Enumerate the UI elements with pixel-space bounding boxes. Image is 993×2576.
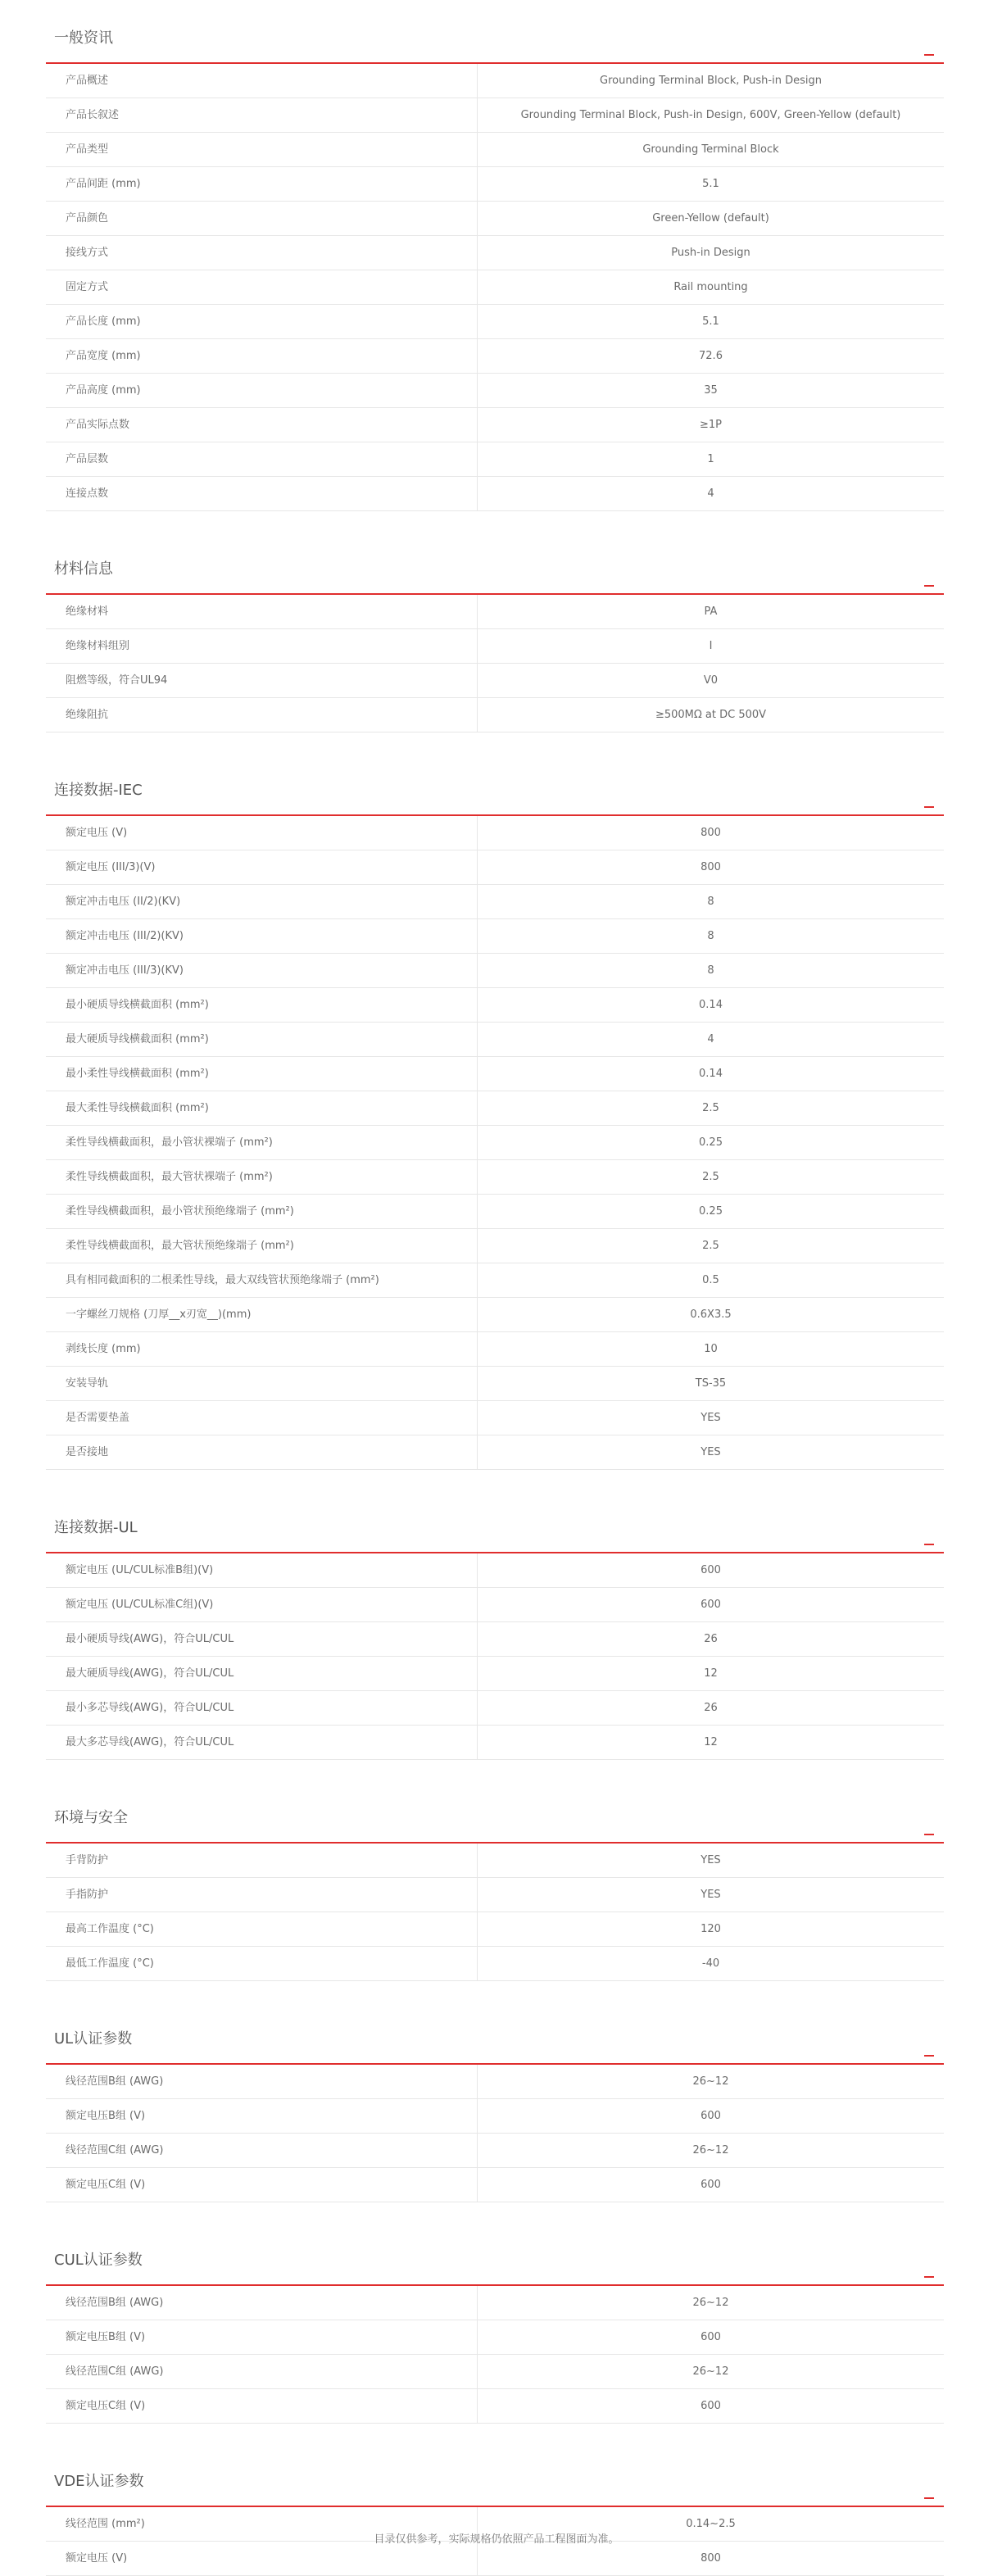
spec-label: 线径范围 (mm²) bbox=[66, 2518, 145, 2530]
spec-value: 26~12 bbox=[477, 2134, 944, 2167]
spec-value: V0 bbox=[477, 664, 944, 697]
spec-label: 连接点数 bbox=[66, 488, 109, 500]
table-row bbox=[46, 850, 944, 885]
spec-label: 剥线长度 (mm) bbox=[66, 1343, 141, 1355]
spec-label: 产品高度 (mm) bbox=[66, 384, 141, 397]
table-row bbox=[46, 1298, 944, 1332]
spec-label: 额定电压B组 (V) bbox=[66, 2110, 146, 2122]
spec-label: 一字螺丝刀规格 (刀厚__x刃宽__)(mm) bbox=[66, 1308, 252, 1321]
section-header[interactable] bbox=[46, 549, 944, 595]
section-spacer bbox=[46, 1760, 944, 1798]
spec-label: 具有相同截面积的二根柔性导线，最大双线管状预绝缘端子 (mm²) bbox=[66, 1274, 379, 1286]
spec-value: 0.25 bbox=[477, 1126, 944, 1159]
table-row bbox=[46, 1588, 944, 1622]
section-title: 环境与安全 bbox=[54, 1809, 128, 1826]
spec-label: 产品层数 bbox=[66, 453, 109, 465]
table-row bbox=[46, 1878, 944, 1912]
spec-value: 0.6X3.5 bbox=[477, 1298, 944, 1331]
spec-value: 600 bbox=[477, 2099, 944, 2133]
section-spacer bbox=[46, 2424, 944, 2461]
section-header[interactable] bbox=[46, 2240, 944, 2286]
spec-value: 2.5 bbox=[477, 1160, 944, 1194]
table-row bbox=[46, 167, 944, 202]
table-row bbox=[46, 408, 944, 442]
spec-value: 0.14 bbox=[477, 988, 944, 1022]
table-row bbox=[46, 1947, 944, 1981]
spec-value: YES bbox=[477, 1401, 944, 1435]
spec-label: 产品颜色 bbox=[66, 212, 109, 224]
spec-section bbox=[46, 2461, 944, 2576]
table-row bbox=[46, 236, 944, 270]
spec-label: 手背防护 bbox=[66, 1854, 109, 1866]
table-row bbox=[46, 2542, 944, 2576]
spec-label: 是否需要垫盖 bbox=[66, 1412, 130, 1424]
table-row bbox=[46, 270, 944, 305]
spec-label: 额定电压 (III/3)(V) bbox=[66, 861, 156, 873]
table-row bbox=[46, 2168, 944, 2202]
spec-label: 产品间距 (mm) bbox=[66, 178, 141, 190]
minus-icon[interactable] bbox=[924, 46, 934, 57]
spec-label: 线径范围C组 (AWG) bbox=[66, 2365, 164, 2378]
spec-label: 最大硬质导线(AWG)，符合UL/CUL bbox=[66, 1667, 234, 1680]
spec-section bbox=[46, 2019, 944, 2240]
section-spacer bbox=[46, 1981, 944, 2019]
table-row bbox=[46, 885, 944, 919]
spec-value: YES bbox=[477, 1878, 944, 1912]
spec-value: 72.6 bbox=[477, 339, 944, 373]
spec-label: 最小硬质导线(AWG)，符合UL/CUL bbox=[66, 1633, 234, 1645]
table-row bbox=[46, 1553, 944, 1588]
spec-section bbox=[46, 549, 944, 770]
spec-value: Grounding Terminal Block bbox=[477, 133, 944, 166]
spec-label: 柔性导线横截面积，最小管状裸端子 (mm²) bbox=[66, 1136, 273, 1149]
spec-value: 4 bbox=[477, 477, 944, 510]
spec-value: 5.1 bbox=[477, 305, 944, 338]
spec-label: 阻燃等级，符合UL94 bbox=[66, 674, 168, 687]
section-spacer bbox=[46, 732, 944, 770]
spec-table bbox=[46, 2065, 944, 2202]
spec-value: 2.5 bbox=[477, 1091, 944, 1125]
spec-value: 120 bbox=[477, 1912, 944, 1946]
spec-value: 26~12 bbox=[477, 2065, 944, 2098]
spec-value: 600 bbox=[477, 2389, 944, 2423]
table-row bbox=[46, 1844, 944, 1878]
spec-value: YES bbox=[477, 1435, 944, 1469]
table-row bbox=[46, 64, 944, 98]
spec-label: 产品类型 bbox=[66, 143, 109, 156]
table-row bbox=[46, 1195, 944, 1229]
table-row bbox=[46, 1912, 944, 1947]
spec-value: 4 bbox=[477, 1023, 944, 1056]
table-row bbox=[46, 442, 944, 477]
spec-table bbox=[46, 2286, 944, 2424]
spec-label: 是否接地 bbox=[66, 1446, 109, 1458]
spec-value: 600 bbox=[477, 1588, 944, 1621]
spec-value: -40 bbox=[477, 1947, 944, 1980]
spec-value: 8 bbox=[477, 919, 944, 953]
section-spacer bbox=[46, 2202, 944, 2240]
spec-label: 柔性导线横截面积，最大管状裸端子 (mm²) bbox=[66, 1171, 273, 1183]
table-row bbox=[46, 1657, 944, 1691]
table-row bbox=[46, 2099, 944, 2134]
table-row bbox=[46, 1023, 944, 1057]
spec-label: 额定电压 (UL/CUL标准B组)(V) bbox=[66, 1564, 214, 1576]
spec-label: 最大多芯导线(AWG)，符合UL/CUL bbox=[66, 1736, 234, 1748]
spec-page bbox=[46, 18, 944, 2576]
spec-label: 安装导轨 bbox=[66, 1377, 109, 1390]
spec-value: 2.5 bbox=[477, 1229, 944, 1263]
table-row bbox=[46, 1622, 944, 1657]
spec-label: 线径范围B组 (AWG) bbox=[66, 2075, 164, 2088]
table-row bbox=[46, 1401, 944, 1435]
footer-note: 目录仅供参考，实际规格仍依照产品工程图面为准。 bbox=[374, 2533, 619, 2546]
table-row bbox=[46, 98, 944, 133]
spec-value: Grounding Terminal Block, Push-in Design bbox=[477, 64, 944, 98]
table-row bbox=[46, 2134, 944, 2168]
section-spacer bbox=[46, 511, 944, 549]
spec-value: 8 bbox=[477, 954, 944, 987]
table-row bbox=[46, 2355, 944, 2389]
table-row bbox=[46, 1160, 944, 1195]
section-spacer bbox=[46, 1470, 944, 1508]
minus-icon[interactable] bbox=[924, 2268, 934, 2279]
table-row bbox=[46, 1726, 944, 1760]
spec-label: 额定电压C组 (V) bbox=[66, 2400, 146, 2412]
spec-label: 最小多芯导线(AWG)，符合UL/CUL bbox=[66, 1702, 234, 1714]
spec-label: 额定冲击电压 (II/2)(KV) bbox=[66, 896, 181, 908]
table-row bbox=[46, 339, 944, 374]
spec-table bbox=[46, 816, 944, 1470]
section-title: 一般资讯 bbox=[54, 29, 113, 47]
spec-value: 26~12 bbox=[477, 2355, 944, 2388]
table-row bbox=[46, 477, 944, 511]
spec-label: 额定电压 (V) bbox=[66, 827, 128, 839]
table-row bbox=[46, 1367, 944, 1401]
spec-value: 12 bbox=[477, 1657, 944, 1690]
spec-value: 1 bbox=[477, 442, 944, 476]
table-row bbox=[46, 954, 944, 988]
spec-value: 600 bbox=[477, 1553, 944, 1587]
spec-value: 12 bbox=[477, 1726, 944, 1759]
spec-label: 额定电压C组 (V) bbox=[66, 2179, 146, 2191]
spec-value: 800 bbox=[477, 2542, 944, 2575]
table-row bbox=[46, 919, 944, 954]
spec-value: 600 bbox=[477, 2168, 944, 2202]
spec-section bbox=[46, 1798, 944, 2019]
spec-label: 产品实际点数 bbox=[66, 419, 130, 431]
spec-label: 额定冲击电压 (III/2)(KV) bbox=[66, 930, 184, 942]
minus-icon[interactable] bbox=[924, 577, 934, 588]
section-title: 材料信息 bbox=[54, 560, 113, 578]
spec-label: 产品宽度 (mm) bbox=[66, 350, 141, 362]
spec-value: YES bbox=[477, 1844, 944, 1877]
spec-value: 0.14 bbox=[477, 1057, 944, 1091]
spec-table bbox=[46, 1553, 944, 1760]
spec-value: 26 bbox=[477, 1622, 944, 1656]
spec-label: 最小柔性导线横截面积 (mm²) bbox=[66, 1068, 209, 1080]
section-title: UL认证参数 bbox=[54, 2030, 133, 2048]
spec-value: ≥1P bbox=[477, 408, 944, 442]
spec-label: 最低工作温度 (°C) bbox=[66, 1957, 154, 1970]
table-row bbox=[46, 1691, 944, 1726]
minus-icon[interactable] bbox=[924, 2047, 934, 2058]
spec-label: 柔性导线横截面积，最大管状预绝缘端子 (mm²) bbox=[66, 1240, 294, 1252]
spec-label: 接线方式 bbox=[66, 247, 109, 259]
section-title: 连接数据-IEC bbox=[54, 782, 143, 799]
table-row bbox=[46, 2389, 944, 2424]
table-row bbox=[46, 2065, 944, 2099]
spec-section bbox=[46, 2240, 944, 2461]
section-header[interactable] bbox=[46, 1798, 944, 1844]
table-row bbox=[46, 988, 944, 1023]
spec-value: 600 bbox=[477, 2320, 944, 2354]
spec-label: 绝缘材料组别 bbox=[66, 640, 130, 652]
spec-label: 最大柔性导线横截面积 (mm²) bbox=[66, 1102, 209, 1114]
spec-table bbox=[46, 64, 944, 511]
table-row bbox=[46, 1435, 944, 1470]
spec-value: Grounding Terminal Block, Push-in Design, 600V, Green-Yellow (default) bbox=[477, 98, 944, 132]
table-row bbox=[46, 1126, 944, 1160]
spec-label: 线径范围C组 (AWG) bbox=[66, 2144, 164, 2156]
spec-value: PA bbox=[477, 595, 944, 628]
table-row bbox=[46, 2286, 944, 2320]
spec-value: ≥500MΩ at DC 500V bbox=[477, 698, 944, 732]
table-row bbox=[46, 1091, 944, 1126]
spec-value: 5.1 bbox=[477, 167, 944, 201]
table-row bbox=[46, 1263, 944, 1298]
spec-section bbox=[46, 770, 944, 1508]
spec-table bbox=[46, 595, 944, 732]
spec-label: 最高工作温度 (°C) bbox=[66, 1923, 154, 1935]
spec-value: 0.14~2.5 bbox=[477, 2507, 944, 2541]
table-row bbox=[46, 664, 944, 698]
spec-section bbox=[46, 18, 944, 549]
minus-icon[interactable] bbox=[924, 1535, 934, 1547]
spec-label: 额定电压B组 (V) bbox=[66, 2331, 146, 2343]
section-header[interactable] bbox=[46, 1508, 944, 1553]
table-row bbox=[46, 202, 944, 236]
spec-label: 最小硬质导线横截面积 (mm²) bbox=[66, 999, 209, 1011]
spec-value: Green-Yellow (default) bbox=[477, 202, 944, 235]
table-row bbox=[46, 2320, 944, 2355]
table-row bbox=[46, 595, 944, 629]
spec-label: 柔性导线横截面积，最小管状预绝缘端子 (mm²) bbox=[66, 1205, 294, 1218]
spec-table bbox=[46, 1844, 944, 1981]
table-row bbox=[46, 133, 944, 167]
spec-label: 额定电压 (UL/CUL标准C组)(V) bbox=[66, 1599, 214, 1611]
table-row bbox=[46, 698, 944, 732]
spec-value: 800 bbox=[477, 850, 944, 884]
spec-label: 产品长度 (mm) bbox=[66, 315, 141, 328]
spec-label: 产品概述 bbox=[66, 75, 109, 87]
spec-label: 绝缘阻抗 bbox=[66, 709, 109, 721]
spec-label: 绝缘材料 bbox=[66, 605, 109, 618]
spec-value: 800 bbox=[477, 816, 944, 850]
spec-value: 8 bbox=[477, 885, 944, 918]
spec-value: 0.25 bbox=[477, 1195, 944, 1228]
table-row bbox=[46, 374, 944, 408]
section-header[interactable] bbox=[46, 2019, 944, 2065]
section-header[interactable] bbox=[46, 18, 944, 64]
section-header[interactable] bbox=[46, 770, 944, 816]
minus-icon[interactable] bbox=[924, 2489, 934, 2501]
spec-label: 固定方式 bbox=[66, 281, 109, 293]
spec-section bbox=[46, 1508, 944, 1798]
spec-value: 0.5 bbox=[477, 1263, 944, 1297]
spec-label: 最大硬质导线横截面积 (mm²) bbox=[66, 1033, 209, 1045]
spec-value: I bbox=[477, 629, 944, 663]
spec-label: 线径范围B组 (AWG) bbox=[66, 2297, 164, 2309]
spec-label: 额定冲击电压 (III/3)(KV) bbox=[66, 964, 184, 977]
table-row bbox=[46, 816, 944, 850]
spec-value: Push-in Design bbox=[477, 236, 944, 270]
table-row bbox=[46, 629, 944, 664]
table-row bbox=[46, 1057, 944, 1091]
spec-value: 10 bbox=[477, 1332, 944, 1366]
spec-value: 26 bbox=[477, 1691, 944, 1725]
spec-value: 26~12 bbox=[477, 2286, 944, 2320]
spec-value: Rail mounting bbox=[477, 270, 944, 304]
spec-label: 额定电压 (V) bbox=[66, 2552, 128, 2565]
spec-label: 手指防护 bbox=[66, 1889, 109, 1901]
section-title: 连接数据-UL bbox=[54, 1519, 138, 1536]
table-row bbox=[46, 1229, 944, 1263]
section-title: CUL认证参数 bbox=[54, 2252, 143, 2269]
section-title: VDE认证参数 bbox=[54, 2473, 144, 2490]
spec-value: 35 bbox=[477, 374, 944, 407]
section-header[interactable] bbox=[46, 2461, 944, 2507]
spec-label: 产品长叙述 bbox=[66, 109, 120, 121]
spec-value: TS-35 bbox=[477, 1367, 944, 1400]
minus-icon[interactable] bbox=[924, 798, 934, 810]
table-row bbox=[46, 305, 944, 339]
minus-icon[interactable] bbox=[924, 1825, 934, 1837]
table-row bbox=[46, 1332, 944, 1367]
